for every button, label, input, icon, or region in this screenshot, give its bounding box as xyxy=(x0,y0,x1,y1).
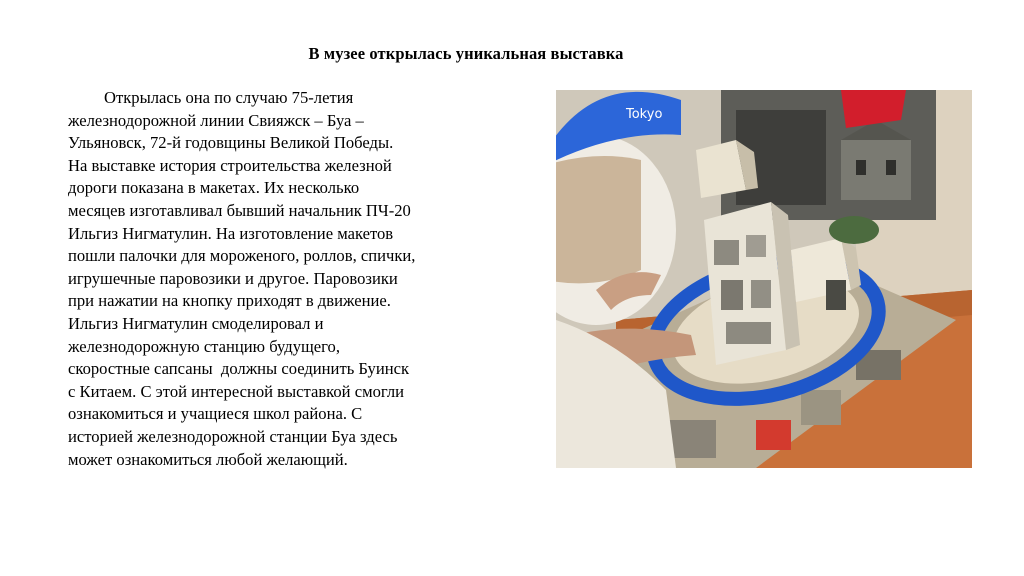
text-line: ознакомиться и учащиеся школ района. С xyxy=(68,404,363,424)
text-line: железнодорожную станцию будущего, xyxy=(68,336,340,356)
text-line: с Китаем. С этой интересной выставкой смогли xyxy=(68,381,404,401)
text-line: при нажатии на кнопку приходят в движение. xyxy=(68,291,391,311)
text-line: железнодорожной линии Свияжск – Буа – xyxy=(68,110,364,130)
text-line: Ильгиз Нигматулин смоделировал и xyxy=(68,313,324,333)
text-line: пошли палочки для мороженого, роллов, спички, xyxy=(68,246,416,266)
text-line: На выставке история строительства железной xyxy=(68,155,392,175)
text-line: скоростные сапсаны должны соединить Буинск xyxy=(68,359,410,379)
text-line: может ознакомиться любой желающий. xyxy=(68,449,348,469)
svg-text:Tokyo: Tokyo xyxy=(626,107,663,122)
text-line: месяцев изготавливал бывший начальник ПЧ-20 xyxy=(68,200,411,220)
text-line: Ульяновск, 72-й годовщины Великой Победы. xyxy=(68,133,394,153)
text-line: Открылась она по случаю 75-летия xyxy=(104,88,354,107)
slide-title: В музее открылась уникальная выставка xyxy=(308,44,624,63)
text-line: игрушечные паровозики и другое. Паровозики xyxy=(68,268,398,288)
text-line: дороги показана в макетах. Их несколько xyxy=(68,178,360,198)
text-line: Ильгиз Нигматулин. На изготовление макетов xyxy=(68,223,394,243)
exhibition-photo-illustration xyxy=(556,90,972,468)
text-line: историей железнодорожной станции Буа здесь xyxy=(68,426,398,446)
exhibition-photo xyxy=(556,90,972,468)
article-text xyxy=(68,87,480,471)
